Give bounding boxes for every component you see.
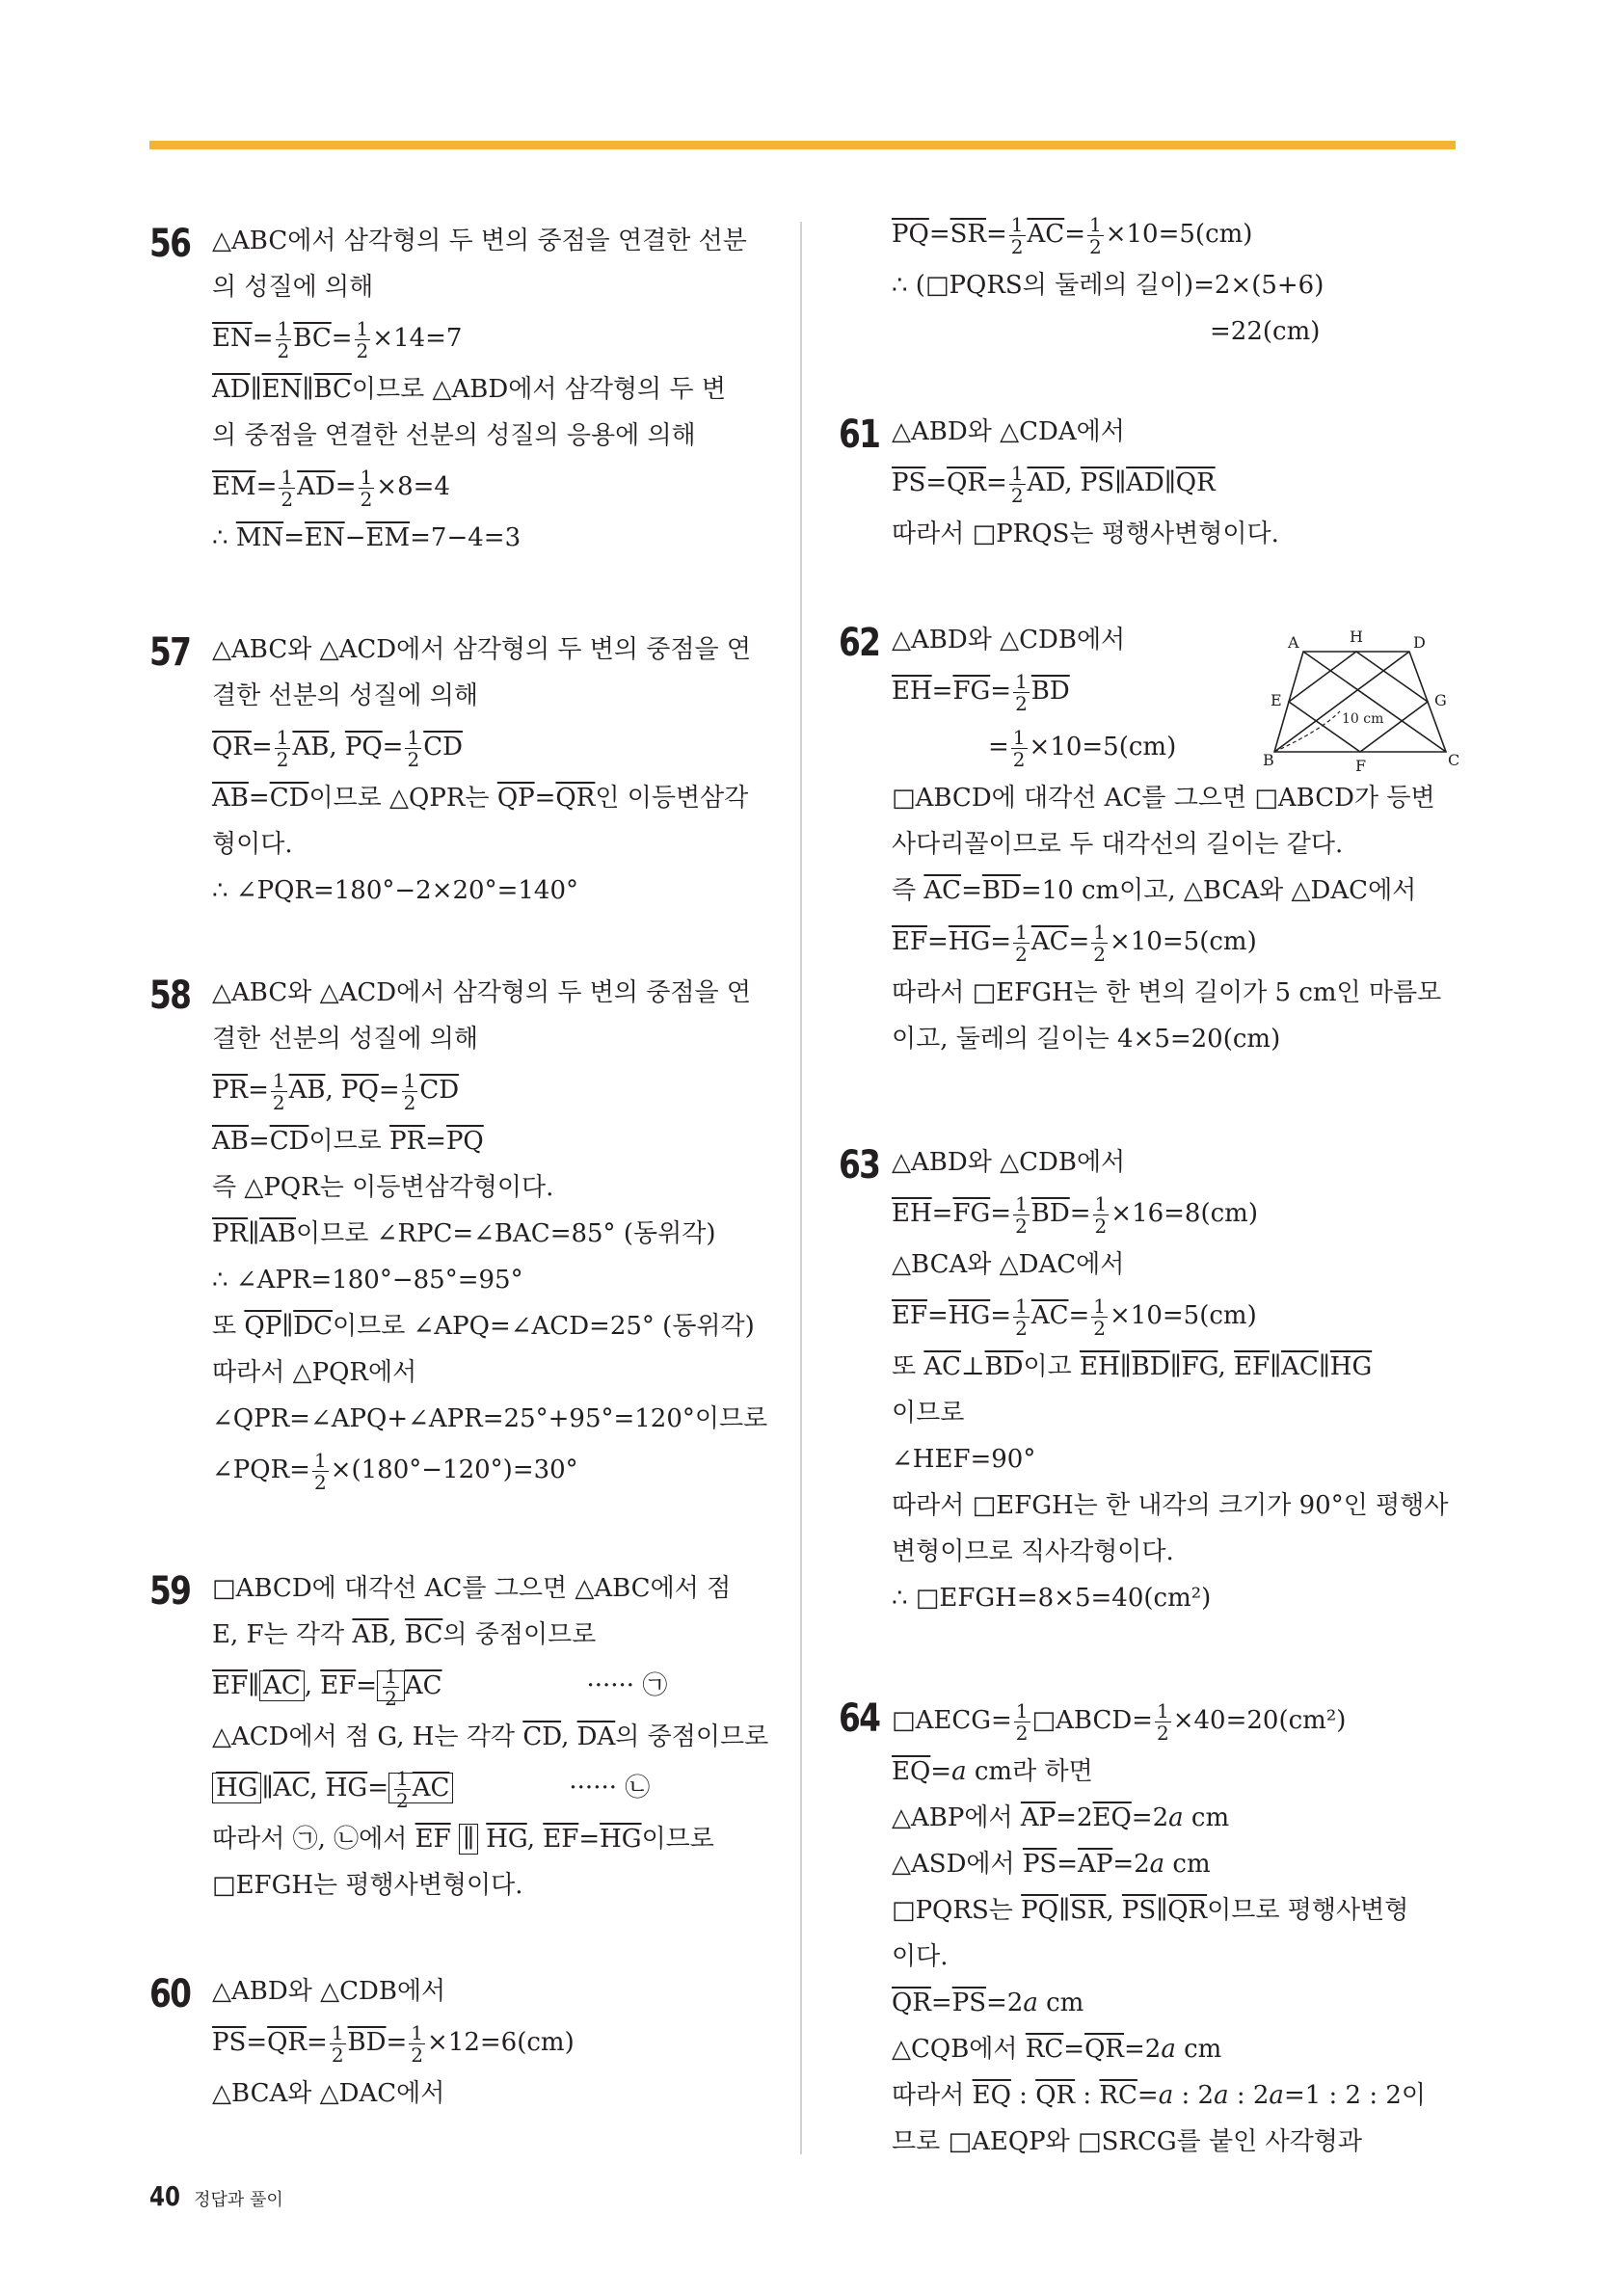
problem-number: 64 — [839, 1696, 880, 1741]
problem-60-continued — [839, 206, 1465, 355]
text-line: △ABD와 △CDB에서 — [892, 1148, 1126, 1177]
formula-line: $\overline{QR}=$ $\frac{1}{2}$ $\overline{AB}$, $\overline{PQ}=$ $\frac{1}{2}$ $\overline{CD}$ — [212, 725, 463, 771]
label-c: C — [1448, 751, 1460, 769]
text-line: 따라서 □EFGH는 한 내각의 크기가 90°인 평행사 — [892, 1491, 1449, 1520]
text-line: $\overline{AB}=\overline{CD}$이므로 △QPR는 $\overline{QP}=\overline{QR}$인 이등변삼각 — [212, 784, 749, 813]
label-h: H — [1350, 627, 1363, 646]
page-footer — [149, 2180, 283, 2212]
text-line: 결한 선분의 성질에 의해 — [212, 681, 478, 710]
problem-number: 56 — [149, 222, 191, 266]
text-line: 사다리꼴이므로 두 대각선의 길이는 같다. — [892, 830, 1344, 859]
header-accent-bar — [149, 141, 1456, 149]
text-line: $\overline{PR}\parallel\overline{AB}$이므로 ∠RPC=∠BAC=85° (동위각) — [212, 1219, 716, 1248]
text-line: 따라서 □PRQS는 평행사변형이다. — [892, 520, 1279, 548]
text-line: □ABCD에 대각선 AC를 그으면 △ABC에서 점 — [212, 1574, 732, 1603]
trapezoid-figure — [1263, 625, 1465, 779]
trapezoid-outline — [1274, 652, 1446, 752]
text-line: 이므로 — [892, 1399, 965, 1428]
formula-line: ∴ (□PQRS의 둘레의 길이)=2×(5+6) — [892, 271, 1324, 300]
formula-line: $\overline{EH}=\overline{FG}=$ $\frac{1}{2}$ $\overline{BD}$ — [892, 669, 1070, 715]
label-d: D — [1413, 633, 1426, 652]
text-line: △ABC와 △ACD에서 삼각형의 두 변의 중점을 연 — [212, 635, 751, 664]
formula-line: $\overline{EH}=\overline{FG}=$ $\frac{1}{2}$ $\overline{BD}=$ $\frac{1}{2}$ ×16=8(cm) — [892, 1191, 1258, 1238]
formula-line: ∠QPR=∠APQ+∠APR=25°+95°=120°이므로 — [212, 1404, 768, 1433]
text-line: 또 $\overline{QP}\parallel\overline{DC}$이므로 ∠APQ=∠ACD=25° (동위각) — [212, 1312, 755, 1341]
problem-number: 63 — [839, 1143, 880, 1188]
label-f: F — [1355, 757, 1367, 775]
problem-58 — [149, 970, 786, 1498]
formula-line: $\overline{EM}=$ $\frac{1}{2}$ $\overline{AD}=$ $\frac{1}{2}$ ×8=4 — [212, 465, 450, 511]
formula-line: ∠HEF=90° — [892, 1445, 1036, 1474]
text-line: 결한 선분의 성질에 의해 — [212, 1025, 478, 1054]
text-line: △ACD에서 점 G, H는 각각 $\overline{CD}$, $\overline{DA}$의 중점이므로 — [212, 1722, 769, 1751]
label-e: E — [1271, 691, 1282, 709]
label-a: A — [1288, 633, 1299, 652]
problem-number: 57 — [149, 630, 191, 675]
text-line: 따라서 □EFGH는 한 변의 길이가 5 cm인 마름모 — [892, 978, 1442, 1007]
formula-line: ∴ ∠APR=180°−85°=95° — [212, 1266, 523, 1295]
inner-quadrilateral — [1289, 652, 1428, 752]
text-line: 또 $\overline{AC}\perp\overline{BD}$이고 $\overline{EH}\parallel\overline{BD}\parallel\overline{FG}$, $\overline{EF}\parallel\overline{AC}\parallel\overline{HG}$ — [892, 1352, 1373, 1381]
text-line: □PQRS는 $\overline{PQ}\parallel\overline{SR}$, $\overline{PS}\parallel\overline{QR}$이므로 평행사변형 — [892, 1896, 1409, 1925]
problem-59 — [149, 1565, 786, 1909]
problem-63 — [839, 1139, 1465, 1621]
label-length: 10 cm — [1342, 711, 1384, 727]
problem-64 — [839, 1693, 1465, 2165]
formula-line: $\overline{QR}=\overline{PS}=2a$ cm — [892, 1989, 1084, 2017]
text-line: △ASD에서 $\overline{PS}=\overline{AP}=2a$ cm — [892, 1850, 1211, 1879]
text-line: $\overline{AD}\parallel\overline{EN}\parallel\overline{BC}$이므로 △ABD에서 삼각형의 두 변 — [212, 375, 726, 404]
text-line: △BCA와 △DAC에서 — [212, 2079, 445, 2108]
problem-57 — [149, 627, 786, 914]
formula-line: $\overline{PS}=\overline{QR}=$ $\frac{1}{2}$ $\overline{AD}$, $\overline{PS}\parallel\overline{AD}\parallel\overline{QR}$ — [892, 461, 1216, 507]
text-line: 형이다. — [212, 830, 293, 859]
formula-line: $\overline{PQ}=\overline{SR}=$ $\frac{1}{2}$ $\overline{AC}=$ $\frac{1}{2}$ ×10=5(cm) — [892, 212, 1253, 258]
text-line: 따라서 $\overline{EQ}$ : $\overline{QR}$ : $\overline{RC}=a$ : 2a : 2a=1 : 2 : 2이 — [892, 2081, 1427, 2110]
text-line: 즉 $\overline{AC}=\overline{BD}=10$ cm이고, △BCA와 △DAC에서 — [892, 876, 1417, 905]
label-b: B — [1263, 751, 1274, 769]
problem-56 — [149, 218, 786, 561]
text-line: 따라서 △PQR에서 — [212, 1358, 417, 1387]
problem-60 — [149, 1968, 786, 2117]
footer-label: 정답과 풀이 — [194, 2190, 283, 2210]
text-line: 즉 △PQR는 이등변삼각형이다. — [212, 1173, 554, 1202]
problem-61 — [839, 409, 1465, 557]
formula-line: □AECG= $\frac{1}{2}$ □ABCD= $\frac{1}{2}$ ×40=20(cm²) — [892, 1698, 1347, 1745]
formula-line: ∠PQR= $\frac{1}{2}$ ×(180°−120°)=30° — [212, 1448, 578, 1494]
text-line: E, F는 각각 $\overline{AB}$, $\overline{BC}$의 중점이므로 — [212, 1620, 597, 1649]
text-line: △CQB에서 $\overline{RC}=\overline{QR}=2a$ cm — [892, 2035, 1222, 2064]
formula-line: ∴ ∠PQR=180°−2×20°=140° — [212, 876, 578, 905]
text-line: 의 중점을 연결한 선분의 성질의 응용에 의해 — [212, 421, 696, 450]
formula-line: = $\frac{1}{2}$ ×10=5(cm) — [988, 725, 1177, 771]
problem-number: 61 — [839, 413, 880, 457]
problem-number: 58 — [149, 974, 191, 1018]
page-number: 40 — [149, 2180, 180, 2212]
formula-line: =22(cm) — [1210, 317, 1321, 346]
problem-number: 60 — [149, 1972, 191, 2016]
text-line: 변형이므로 직사각형이다. — [892, 1537, 1174, 1566]
formula-line: $\overline{EN}=$ $\frac{1}{2}$ $\overline{BC}=$ $\frac{1}{2}$ ×14=7 — [212, 316, 463, 362]
text-line: 따라서 ㉠, ㉡에서 $\overline{EF}$ ∥ $\overline{HG}$, $\overline{EF}=\overline{HG}$이므로 — [212, 1825, 714, 1854]
formula-line: $\overline{EF}=\overline{HG}=$ $\frac{1}{2}$ $\overline{AC}=$ $\frac{1}{2}$ ×10=5(cm) — [892, 1294, 1257, 1340]
formula-line: $\overline{EF}=\overline{HG}=$ $\frac{1}{2}$ $\overline{AC}=$ $\frac{1}{2}$ ×10=5(cm) — [892, 920, 1257, 966]
text-line: $\overline{AB}=\overline{CD}$이므로 $\overline{PR}=\overline{PQ}$ — [212, 1127, 484, 1156]
text-line: △ABC에서 삼각형의 두 변의 중점을 연결한 선분 — [212, 227, 747, 255]
text-line: □ABCD에 대각선 AC를 그으면 □ABCD가 등변 — [892, 784, 1435, 813]
text-line: 의 성질에 의해 — [212, 273, 374, 302]
formula-line: $\overline{PR}=$ $\frac{1}{2}$ $\overline{AB}$, $\overline{PQ}=$ $\frac{1}{2}$ $\overline{CD}$ — [212, 1068, 460, 1114]
text-line: 므로 □AEQP와 □SRCG를 붙인 사각형과 — [892, 2127, 1362, 2156]
formula-line: ∴ $\overline{MN}=\overline{EN}-\overline{EM}=7-4=3$ — [212, 523, 522, 552]
text-line: 이고, 둘레의 길이는 4×5=20(cm) — [892, 1025, 1281, 1054]
problem-number: 59 — [149, 1569, 191, 1614]
formula-line: $\overline{PS}=\overline{QR}=$ $\frac{1}{2}$ $\overline{BD}=$ $\frac{1}{2}$ ×12=6(cm) — [212, 2020, 575, 2067]
diagonal-ac — [1303, 652, 1446, 752]
text-line: △ABD와 △CDB에서 — [892, 626, 1126, 654]
text-line: 이다. — [892, 1942, 949, 1971]
text-line: △BCA와 △DAC에서 — [892, 1250, 1125, 1279]
text-line: △ABC와 △ACD에서 삼각형의 두 변의 중점을 연 — [212, 978, 751, 1007]
text-line: $\overline{EQ}=a$ cm라 하면 — [892, 1757, 1093, 1786]
text-line: △ABD와 △CDA에서 — [892, 417, 1125, 446]
text-line: △ABP에서 $\overline{AP}=2\overline{EQ}=2a$ cm — [892, 1803, 1230, 1832]
formula-line: ∴ □EFGH=8×5=40(cm²) — [892, 1584, 1212, 1613]
formula-line: $\overline{EF}\parallel$ $\overline{AC}$ , $\overline{EF}=$ $\frac{1}{2}$ $\overline{AC}$ ······ ㉠ — [212, 1664, 668, 1710]
formula-line: $\overline{HG}$ $\parallel\overline{AC}$, $\overline{HG}=$ $\frac{1}{2}$ $\overline{AC}$ ······ ㉡ — [212, 1760, 786, 1816]
column-divider — [800, 222, 802, 2154]
problem-number: 62 — [839, 621, 880, 665]
text-line: □EFGH는 평행사변형이다. — [212, 1871, 523, 1900]
text-line: △ABD와 △CDB에서 — [212, 1977, 446, 2006]
diagonal-bd — [1274, 652, 1409, 752]
label-g: G — [1434, 691, 1447, 709]
